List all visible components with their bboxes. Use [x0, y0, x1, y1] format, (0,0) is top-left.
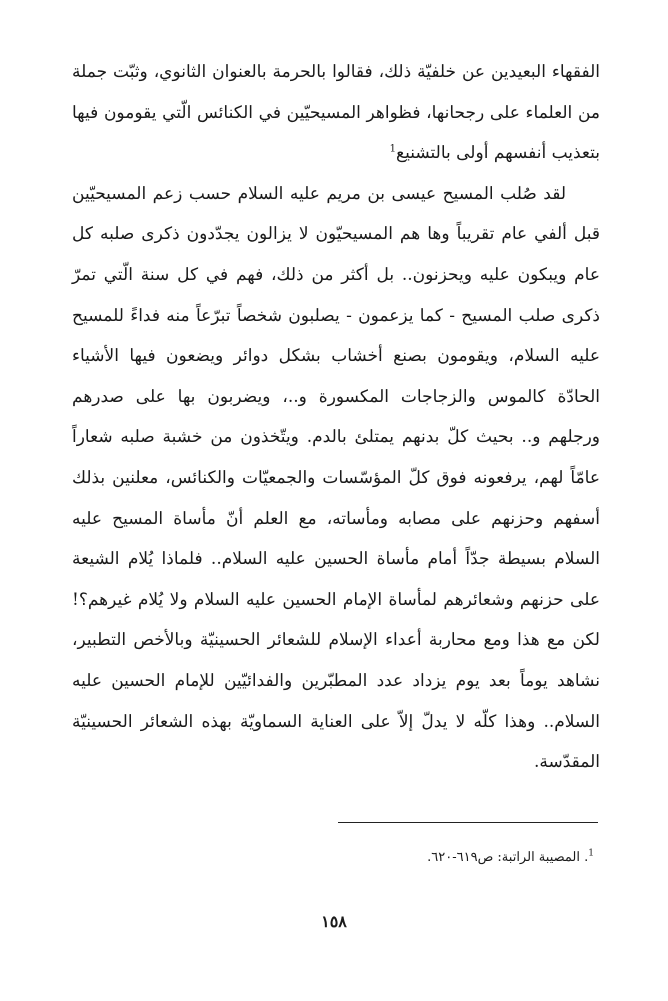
footnote-separator: [338, 822, 598, 823]
footnote-reference[interactable]: 1: [389, 143, 397, 155]
paragraph-2: [72, 174, 600, 783]
footnote-separator-dot: .: [580, 850, 589, 865]
footnote-text: المصيبة الراتبة: ص٦١٩-٦٢٠.: [427, 850, 580, 865]
footnote-number: 1: [588, 848, 594, 859]
footnote: [72, 848, 594, 868]
page-number: ١٥٨: [321, 912, 347, 931]
paragraph-1: [72, 52, 600, 174]
paragraph-2-text: لقد صُلب المسيح عيسى بن مريم عليه السلام حسب زعم المسيحيّين قبل ألفي عام تقريباً وها هم المسيحيّون لا يزالون يجدّدون ذكرى صلبه كل عام ويبكون عليه ويحزنون.. بل أكثر من ذلك، فهم في كل سنة الّتي تمرّ ذكرى صلب المسيح - كما يزعمون - يصلبون شخصاً تبرّعاً منه فداءً للمسيح عليه السلام، ويقومون بصنع أخشاب بشكل دوائر ويضعون فيها الأشياء الحادّة كالموس والزجاجات المكسورة و..، ويضربون بها على صدرهم ورجلهم و.. بحيث كلّ بدنهم يمتلئ بالدم. ويتّخذون من خشبة صلبه شعاراً عامّاً لهم، يرفعونه فوق كلّ المؤسّسات والجمعيّات والكنائس، معلنين بذلك أسفهم وحزنهم على مصابه ومأساته، مع العلم أنّ مأساة المسيح عليه السلام بسيطة جدّاً أمام مأساة الحسين عليه السلام.. فلماذا يُلام الشيعة على حزنهم وشعائرهم لمأساة الإمام الحسين عليه السلام ولا يُلام غيرهم؟! لكن مع هذا ومع محاربة أعداء الإسلام للشعائر الحسينيّة وبالأخص التطبير، نشاهد يوماً بعد يوم يزداد عدد المطبّرين والفدائيّين للإمام الحسين عليه السلام.. وهذا كلّه لا يدلّ إلاّ على العناية السماويّة بهذه الشعائر الحسينيّة المقدّسة.: [72, 183, 600, 773]
main-text: [72, 52, 600, 783]
paragraph-1-text: الفقهاء البعيدين عن خلفيّة ذلك، فقالوا بالحرمة بالعنوان الثانوي، وثبّت جملة من العلماء على رجحانها، فظواهر المسيحيّين في الكنائس الّتي يقومون فيها بتعذيب أنفسهم أولى بالتشنيع: [72, 62, 600, 164]
